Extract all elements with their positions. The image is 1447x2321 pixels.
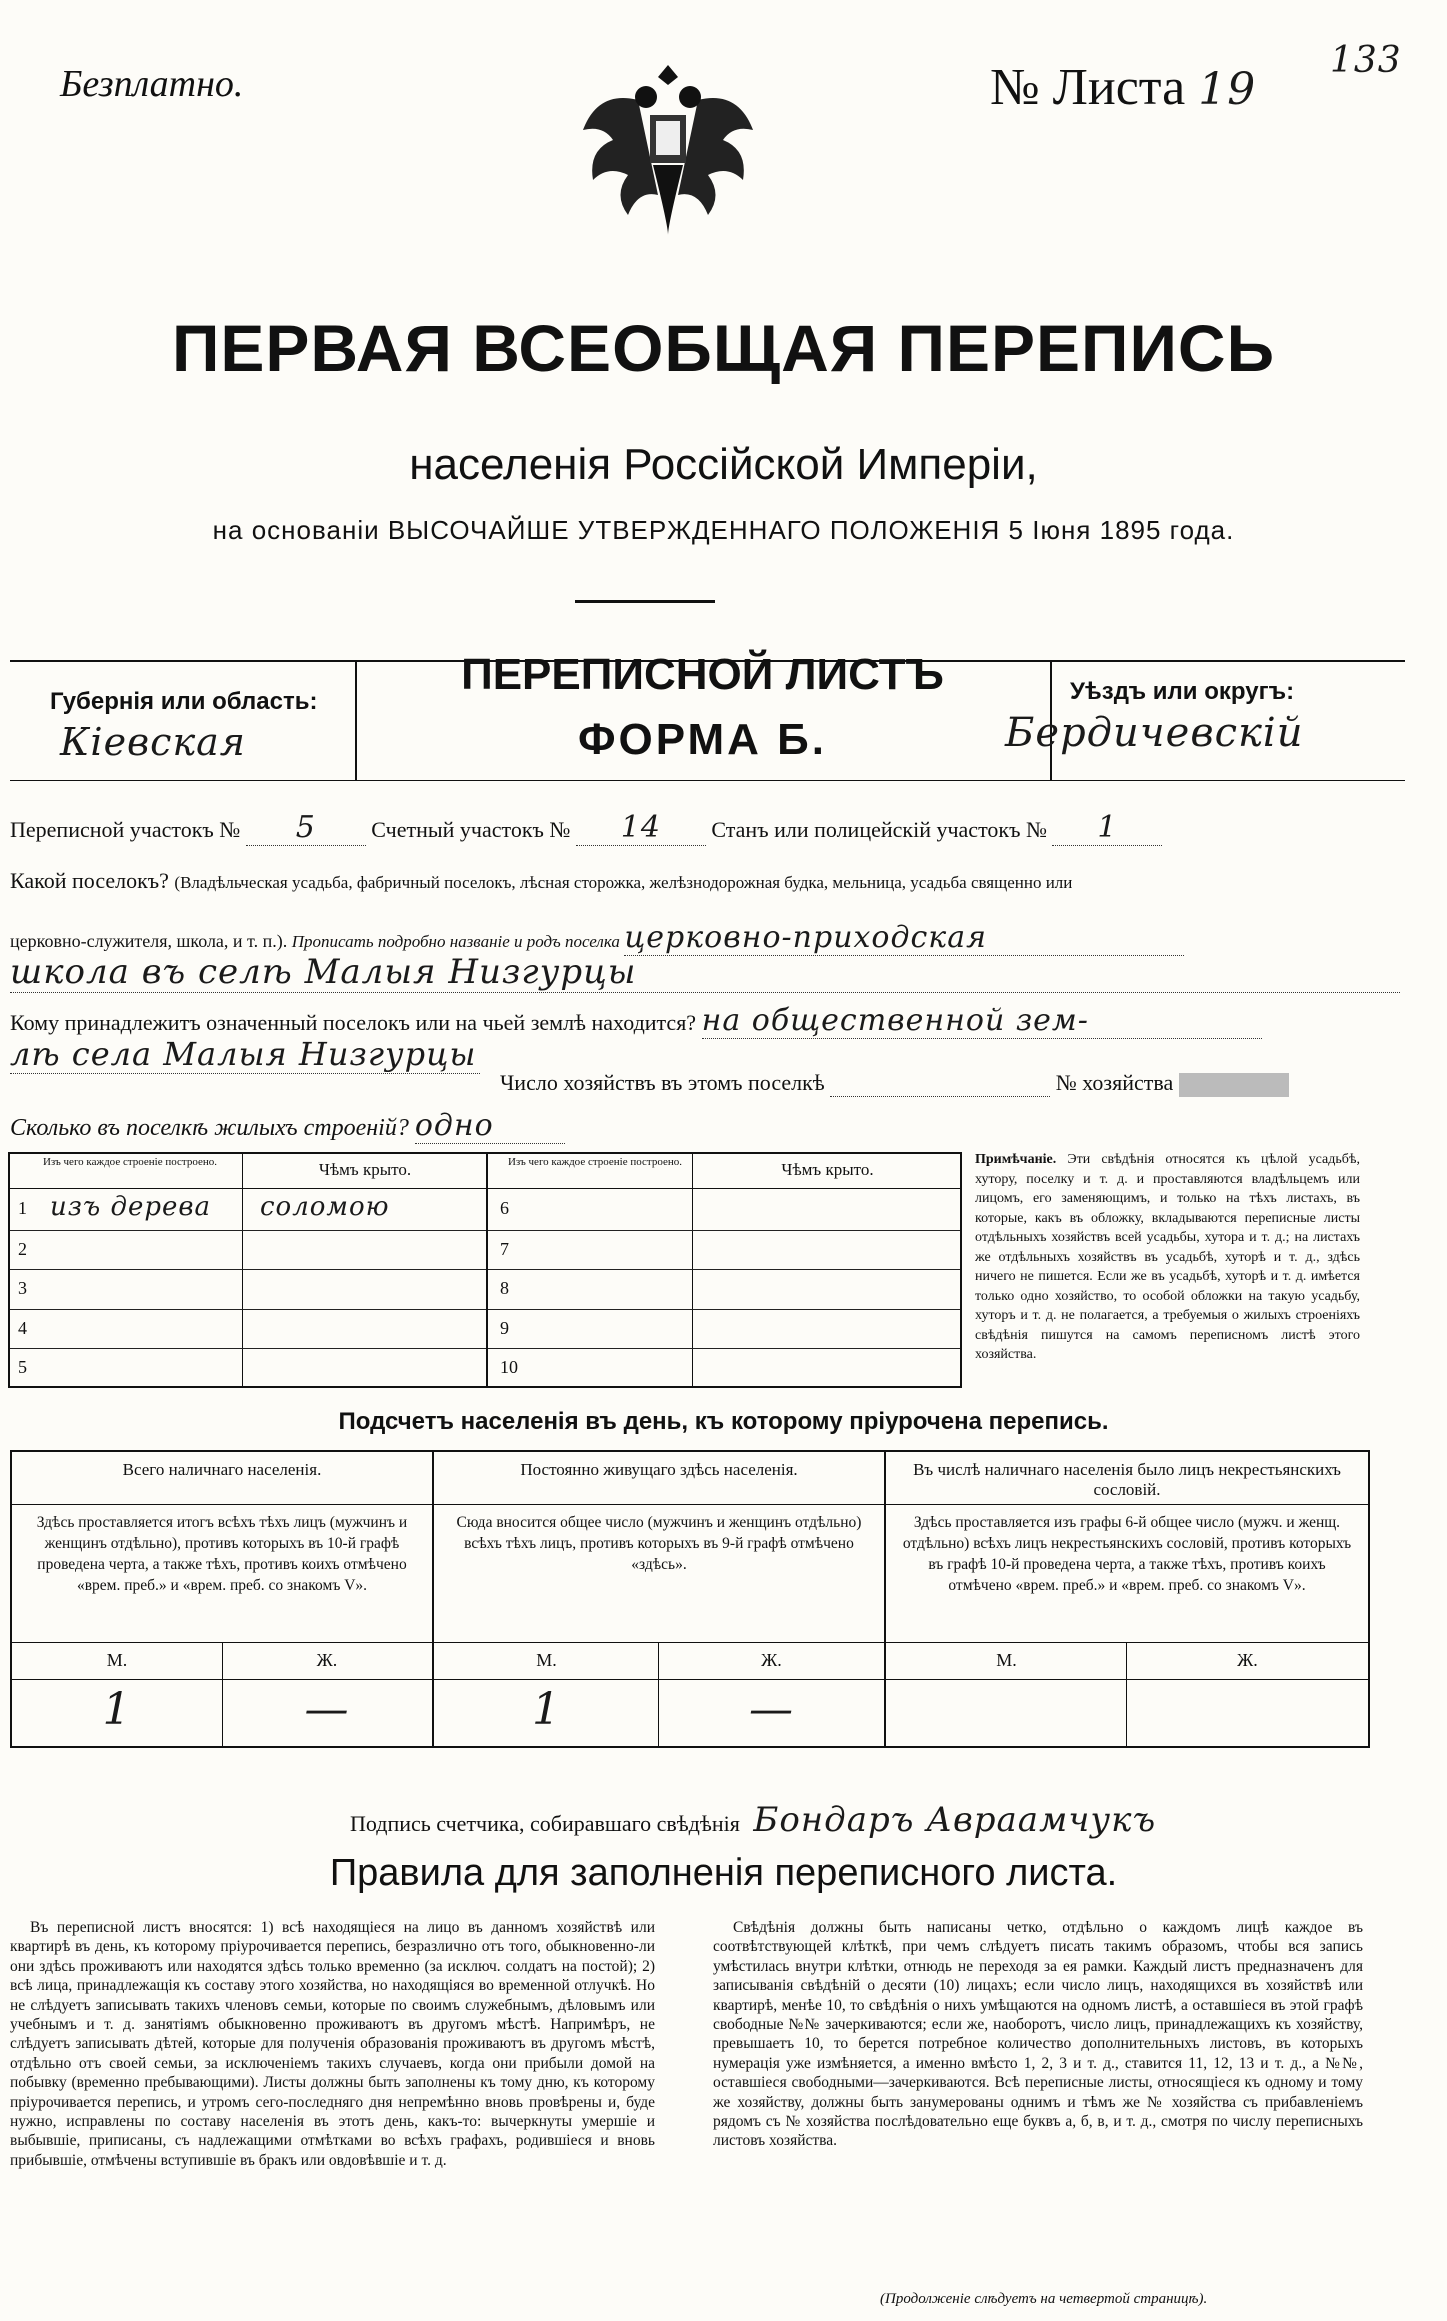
tally-male-label: М. — [996, 1650, 1017, 1670]
row-number: 10 — [500, 1357, 518, 1378]
form-head-bottom-rule — [10, 780, 1405, 781]
building-roof: соломою — [260, 1192, 390, 1222]
tally-column — [434, 1452, 884, 1746]
row-number: 5 — [18, 1357, 27, 1378]
settlement-value-2: школа въ селѣ Малыя Низгурцы — [10, 952, 1400, 993]
sheet-number-text: № Листа — [990, 59, 1186, 116]
tally-column — [886, 1452, 1368, 1746]
row-number: 4 — [18, 1317, 27, 1338]
tally-column-title: Всего наличнаго населенія. — [122, 1460, 322, 1479]
signature-row: Подпись счетчика, собиравшаго свѣдѣнія Бондаръ Авраамчукъ — [350, 1800, 1157, 1840]
building-row — [488, 1230, 960, 1271]
row-number: 3 — [18, 1278, 27, 1299]
row-number: 6 — [500, 1198, 509, 1218]
building-row — [10, 1348, 486, 1389]
rules-right-column: Свѣдѣнія должны быть написаны четко, отдѣльно о каждомъ лицѣ каждое въ соотвѣтствующей клѣткѣ, при чемъ слѣдуетъ писать такимъ образомъ, чтобы вся запись умѣстилась внутри клѣтки, отнюдь не переходя за ея рамки. Каждый листъ предназначенъ для записыванія свѣдѣній о десяти (10) лицахъ; если число лицъ, находящихся въ хозяйствѣ или квартирѣ, менѣе 10, то свѣдѣнія о нихъ умѣщаются на одномъ листѣ, а оставшіеся въ этой графѣ свободные №№ зачеркиваются; если же, наоборотъ, число лицъ, принадлежащихъ къ хозяйству, превышаетъ 10, то берется потребное количество дополнительныхъ листовъ, въ которыхъ нумерація уже измѣняется, а именно вмѣсто 1, 2, 3 и т. д., ставится 11, 12, 13 и т. д., а №№, оставшіеся свободными—зачеркиваются. Всѣ переписные листы, относящіеся къ одному и тому же хозяйству, должны быть занумерованы однимъ и тѣмъ же № хозяйства съ прибавленіемъ рядомъ съ № хозяйства послѣдовательно еще буквъ а, б, в, и т. д., смотря по числу переписныхъ листовъ хозяйства. — [713, 1919, 1363, 2150]
main-title: ПЕРВАЯ ВСЕОБЩАЯ ПЕРЕПИСЬ — [171, 311, 1276, 385]
note-block — [975, 1150, 1360, 1365]
archive-page-number: 133 — [1330, 40, 1402, 81]
tally-female-label: Ж. — [316, 1650, 338, 1670]
area-row: Переписной участокъ № 5 Счетный участокъ № 14 Станъ или полицейскій участокъ № 1 — [10, 810, 1410, 846]
tally-male-value: 1 — [102, 1684, 132, 1735]
tally-male-label: М. — [106, 1650, 128, 1670]
owner-value-1: на общественной зем- — [702, 1003, 1262, 1039]
signature-value: Бондаръ Авраамчукъ — [753, 1800, 1157, 1840]
col-roof-left: Чѣмъ крыто. — [318, 1160, 412, 1179]
rules-continued: (Продолженіе слѣдуетъ на четвертой страницѣ). — [880, 2291, 1208, 2307]
free-label: Безплатно. — [60, 63, 244, 105]
col-roof-right: Чѣмъ крыто. — [781, 1160, 874, 1179]
building-row — [488, 1269, 960, 1310]
legal-basis: на основаніи ВЫСОЧАЙШЕ УТВЕРЖДЕННАГО ПОЛОЖЕНІЯ 5 Іюня 1895 года. — [212, 515, 1235, 545]
row-number: 7 — [500, 1238, 509, 1259]
settlement-row-2: церковно-служителя, школа, и т. п.). Прописать подробно названіе и родъ поселка церковно-приходская — [10, 920, 1410, 956]
census-area-value: 5 — [246, 810, 366, 846]
tally-column-text: Здѣсь проставляется итогъ всѣхъ тѣхъ лицъ (мужчинъ и женщинъ отдѣльно), противъ которыхъ въ 10-й графѣ проведена черта, а также тѣхъ, противъ коихъ отмѣчено «врем. преб.» и «врем. преб. со знакомъ V». — [36, 1514, 408, 1594]
gubernia-label: Губернія или область: — [50, 688, 318, 715]
rules-title: Правила для заполненія переписного листа. — [329, 1852, 1118, 1894]
col-material-right: Изъ чего каждое строеніе построено. — [507, 1156, 683, 1168]
row-number: 1 — [18, 1198, 27, 1218]
owner-value-2: лѣ села Малыя Низгурцы — [10, 1035, 480, 1074]
tally-column — [12, 1452, 432, 1746]
building-row — [488, 1309, 960, 1350]
tally-female-label: Ж. — [1237, 1650, 1258, 1670]
buildings-table — [8, 1152, 962, 1388]
col-material-left: Изъ чего каждое строеніе построено. — [42, 1156, 218, 1168]
tally-female-value: — — [304, 1684, 350, 1735]
note-head: Примѣчаніе. — [975, 1152, 1057, 1167]
owner-row: Кому принадлежитъ означенный поселокъ или на чьей землѣ находится? на общественной зем- — [10, 1003, 1410, 1039]
building-row — [10, 1309, 486, 1350]
tally-column-text: Сюда вносится общее число (мужчинъ и женщинъ отдѣльно) всѣхъ тѣхъ лицъ, противъ которыхъ въ 9-й графѣ отмѣчено «здѣсь». — [456, 1514, 862, 1573]
uezd-value: Бердичевскій — [1005, 710, 1304, 756]
title-divider — [575, 600, 715, 603]
row-number: 8 — [500, 1278, 509, 1299]
tally-male-value: 1 — [532, 1684, 561, 1735]
gubernia-value: Кіевская — [60, 720, 246, 764]
row-number: 9 — [500, 1317, 509, 1338]
uezd-label: Уѣздъ или округъ: — [1070, 678, 1295, 705]
form-name: ФОРМА Б. — [577, 715, 828, 764]
building-row — [488, 1348, 960, 1389]
tally-female-value: — — [749, 1684, 794, 1735]
buildings-value: одно — [415, 1108, 565, 1144]
tally-column-text: Здѣсь проставляется изъ графы 6-й общее число (мужч. и женщ. отдѣльно) всѣхъ лицъ некрестьянскихъ сословій, противъ которыхъ въ графѣ 10-й проведена черта, а также тѣхъ, противъ коихъ отмѣчено «врем. преб.» и «врем. преб. со знакомъ V». — [902, 1514, 1352, 1594]
tally-table — [10, 1450, 1370, 1748]
buildings-row: Сколько въ поселкѣ жилыхъ строеній? одно — [10, 1108, 565, 1144]
building-material: изъ дерева — [50, 1192, 212, 1222]
stan-value: 1 — [1052, 810, 1162, 846]
building-row — [488, 1190, 960, 1230]
settlement-row: Какой поселокъ? (Владѣльческая усадьба, фабричный поселокъ, лѣсная сторожка, желѣзнодорожная будка, мельница, усадьба священно или — [10, 868, 1073, 893]
sheet-number-value: 19 — [1198, 64, 1257, 115]
subtitle: населенія Россійской Имперіи, — [409, 440, 1038, 489]
household-number-redacted — [1179, 1073, 1289, 1097]
count-area-value: 14 — [576, 810, 706, 846]
double-headed-eagle-emblem — [568, 55, 768, 245]
tally-heading: Подсчетъ населенія въ день, къ которому пріурочена перепись. — [338, 1408, 1109, 1435]
row-number: 2 — [18, 1238, 27, 1259]
building-row — [10, 1190, 486, 1230]
tally-column-title: Постоянно живущаго здѣсь населенія. — [520, 1460, 798, 1479]
building-row — [10, 1230, 486, 1271]
settlement-value-1: церковно-приходская — [624, 920, 1184, 956]
sheet-title: ПЕРЕПИСНОЙ ЛИСТЪ — [461, 650, 944, 699]
sheet-number-label — [990, 58, 1256, 117]
rules-left-column: Въ переписной листъ вносятся: 1) всѣ находящіеся на лицо въ данномъ хозяйствѣ или квартирѣ въ день, къ которому пріурочивается перепись, безразлично отъ того, обыкновенно-ли они здѣсь проживаютъ или находятся здѣсь только временно (за исключ. солдатъ на постой); 2) всѣ лица, принадлежащія къ составу этого хозяйства, но находящіяся во временной отлучкѣ. Но не слѣдуетъ записывать такихъ членовъ семьи, которые по своимъ служебнымъ, дѣловымъ или учебнымъ и т. д. занятіямъ обыкновенно проживаютъ въ другомъ мѣстѣ. Напримѣръ, не слѣдуетъ записывать дѣтей, которые для полученія образованія проживаютъ въ другомъ мѣстѣ, отдѣльно отъ своей семьи, за исключеніемъ такихъ случаевъ, когда они прибыли домой на побывку (временно пребывающими). Листы должны быть заполнены къ тому дню, къ которому пріурочивается перепись, и утромъ сего-последняго дня непремѣнно вновь провѣрены и, буде нужно, исправлены по составу населенія въ этотъ день, какъ-то: вычеркнуты умершіе и выбывшіе, приписаны, съ надлежащими отмѣтками во всѣхъ графахъ, родившіеся и вновь прибывшіе, отмѣчены вступившіе въ бракъ или овдовѣвшіе и т. д. — [10, 1919, 655, 2169]
building-row — [10, 1269, 486, 1310]
households-row: Число хозяйствъ въ этомъ поселкѣ № хозяйства — [500, 1070, 1289, 1097]
note-text: Эти свѣдѣнія относятся къ цѣлой усадьбѣ, хутору, поселку и т. д. и проставляются владѣльцемъ или лицомъ, его заменяющимъ, и только на тѣхъ листахъ, въ которые, какъ въ обложку, вкладываются переписные листы отдѣльныхъ хозяйствъ всей усадьбы, хутора и т. д.; на листахъ же отдѣльныхъ хозяйствъ въ усадьбѣ, хуторѣ и т. д., здѣсь ничего не пишется. Если же въ усадьбѣ, хуторѣ и т. д. имѣется только одно хозяйство, то особой обложки на такую усадьбу, хуторъ и т. д. не полагается, а требуемыя о жилыхъ строеніяхъ свѣдѣнія пишутся на самомъ переписномъ листѣ этого хозяйства. — [975, 1152, 1361, 1362]
tally-female-label: Ж. — [761, 1650, 782, 1670]
tally-male-label: М. — [536, 1650, 557, 1670]
tally-column-title: Въ числѣ наличнаго населенія было лицъ некрестьянскихъ сословій. — [913, 1460, 1341, 1499]
